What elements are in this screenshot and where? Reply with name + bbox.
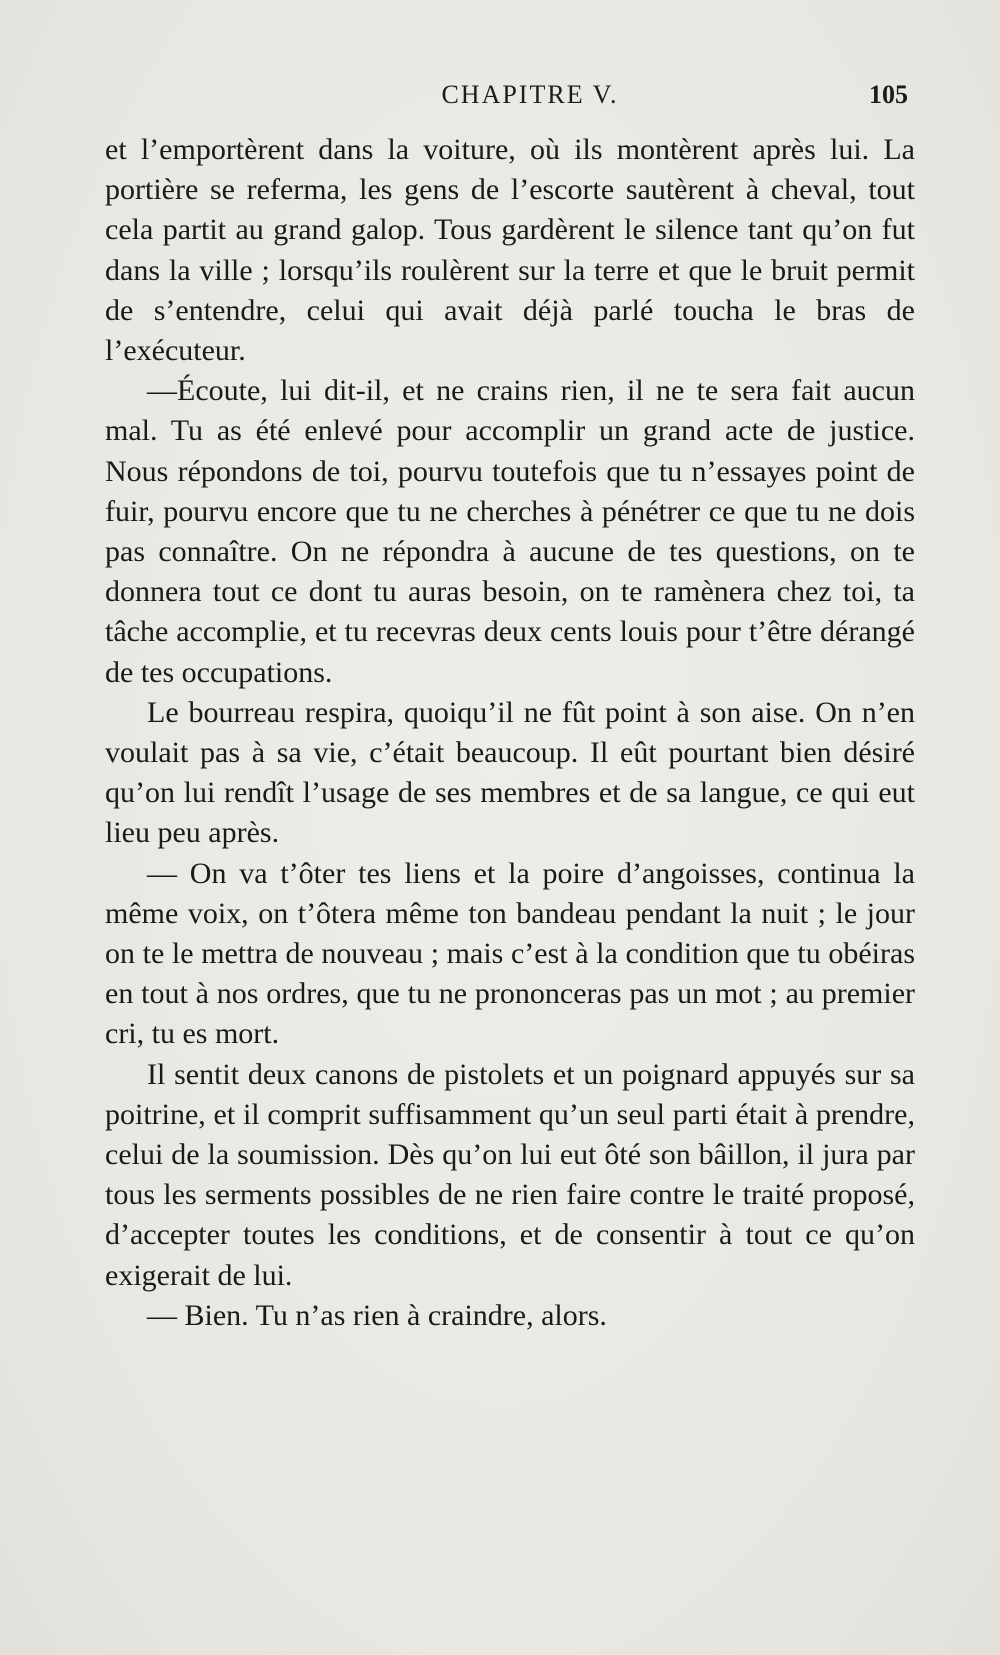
- paragraph-dialogue: — On va t’ôter tes liens et la poire d’angoisses, continua la même voix, on t’ôtera même ton bandeau pendant la nuit ; le jour on te le mettra de nouveau ; mais c’est à la condition que tu obéiras en tout à nos ordres, que tu ne prononceras pas un mot ; au premier cri, tu es mort.: [105, 856, 915, 1051]
- paragraph-dialogue: — Bien. Tu n’as rien à craindre, alors.: [147, 1298, 607, 1332]
- page-header: [110, 80, 910, 120]
- running-title: CHAPITRE V.: [441, 80, 619, 109]
- paragraph-continuation: et l’emportèrent dans la voiture, où ils montèrent après lui. La portière se referma, les gens de l’escorte sautèrent à cheval, tout cela partit au grand galop. Tous gardèrent le silence tant qu’on fut dans la ville ; lorsqu’ils roulèrent sur la terre et que le bruit permit de s’entendre, celui qui avait déjà parlé toucha le bras de l’exécuteur.: [105, 133, 915, 368]
- paragraph-dialogue: —Écoute, lui dit-il, et ne crains rien, il ne te sera fait aucun mal. Tu as été enlevé pour accomplir un grand acte de justice. Nous répondons de toi, pourvu toutefois que tu n’essayes point de fuir, pourvu encore que tu ne cherches à pénétrer ce que tu ne dois pas connaître. On ne répondra à aucune de tes questions, on te donnera tout ce dont tu auras besoin, on te ramènera chez toi, ta tâche accomplie, et tu recevras deux cents louis pour t’être dérangé de tes occupations.: [105, 374, 915, 689]
- page-number: 105: [869, 80, 908, 109]
- paragraph: Il sentit deux canons de pistolets et un poignard appuyés sur sa poitrine, et il comprit suffisamment qu’un seul parti était à prendre, celui de la soumission. Dès qu’on lui eut ôté son bâillon, il jura par tous les serments possibles de ne rien faire contre le traité proposé, d’accepter toutes les conditions, et de consentir à tout ce qu’on exigerait de lui.: [105, 1057, 915, 1292]
- body-text: [105, 130, 915, 1336]
- paragraph: Le bourreau respira, quoiqu’il ne fût point à son aise. On n’en voulait pas à sa vie, c’était beaucoup. Il eût pourtant bien désiré qu’on lui rendît l’usage de ses membres et de sa langue, ce qui eut lieu peu après.: [105, 695, 915, 850]
